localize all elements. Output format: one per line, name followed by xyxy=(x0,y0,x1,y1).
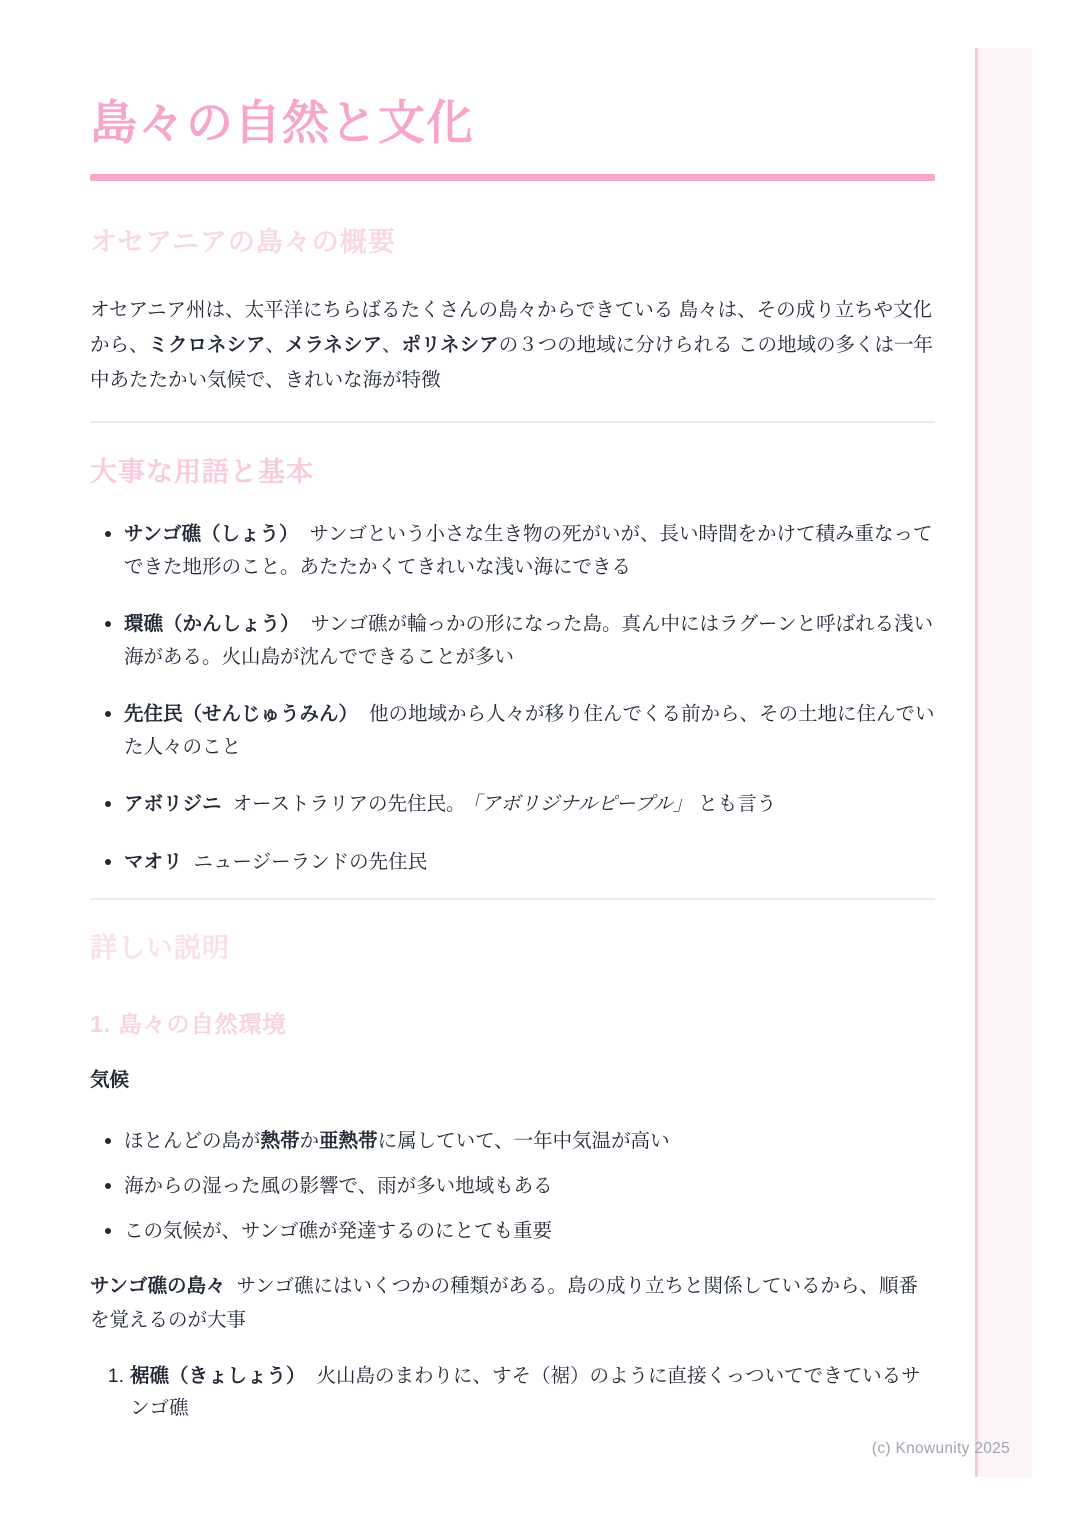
text-run: オセアニア州は、太平洋にちらばるたくさんの島々からできている 島々は、その成り立ちや文化から、 xyxy=(90,299,933,356)
bullet-dot xyxy=(105,1183,111,1189)
climate-item-text: 海からの湿った風の影響で、雨が多い地域もある xyxy=(124,1175,553,1197)
term-label: 裾礁（きょしょう） xyxy=(130,1365,306,1387)
term-item-text xyxy=(124,788,935,821)
climate-item xyxy=(90,1215,935,1247)
climate-item-text: この気候が、サンゴ礁が発達するのにとても重要 xyxy=(124,1220,553,1242)
coral-islands-paragraph xyxy=(90,1269,935,1337)
term-description-tail: とも言う xyxy=(698,793,777,815)
coral-islands-label: サンゴ礁の島々 xyxy=(90,1275,226,1297)
term-item-text xyxy=(124,846,935,879)
text-run: に属していて、一年中気温が高い xyxy=(377,1130,670,1152)
text-run: 、 xyxy=(381,334,402,356)
term-item-coral-reef xyxy=(90,518,935,583)
term-description: サンゴ礁が輪っかの形になった島。真ん中にはラグーンと呼ばれる浅い海がある。火山島が沈んでできることが多い xyxy=(124,613,934,668)
bold-run-polynesia: ポリネシア xyxy=(401,334,499,356)
term-item-text xyxy=(124,608,935,673)
term-item-maori xyxy=(90,846,935,879)
term-label: マオリ xyxy=(124,850,183,873)
overview-paragraph xyxy=(90,293,935,398)
right-margin-stripe xyxy=(975,48,1032,1477)
numbered-item-text xyxy=(130,1360,935,1424)
term-item-text xyxy=(124,698,935,763)
term-label: サンゴ礁（しょう） xyxy=(124,523,299,545)
text-run: か xyxy=(299,1130,320,1152)
list-number: 1. xyxy=(107,1365,124,1387)
bullet-dot xyxy=(105,1138,111,1144)
section-divider xyxy=(90,421,935,423)
term-description: オーストラリアの先住民。 xyxy=(232,793,466,815)
details-heading: 詳しい説明 xyxy=(90,933,230,963)
terms-heading: 大事な用語と基本 xyxy=(90,457,314,487)
copyright-footer: (c) Knowunity 2025 xyxy=(871,1440,1010,1457)
climate-label: 気候 xyxy=(90,1069,130,1091)
bullet-dot xyxy=(105,1228,111,1234)
term-description: サンゴという小さな生き物の死がいが、長い時間をかけて積み重なってできた地形のこと。あたたかくてきれいな浅い海にできる xyxy=(124,523,933,578)
term-label: 環礁（かんしょう） xyxy=(124,613,300,635)
climate-item xyxy=(90,1170,935,1202)
climate-list xyxy=(90,1125,935,1247)
climate-item-text xyxy=(124,1125,935,1157)
overview-heading: オセアニアの島々の概要 xyxy=(90,227,396,257)
text-run: の３つの地域に分けられる この地域の多くは一年中あたたかい気候で、きれいな海が特徴 xyxy=(90,334,934,391)
bullet-dot xyxy=(105,859,111,865)
section-divider xyxy=(90,898,935,900)
bold-run-melanesia: メラネシア xyxy=(285,334,382,356)
page-title: 島々の自然と文化 xyxy=(90,96,474,149)
bold-run-subtropical: 亜熱帯 xyxy=(319,1130,378,1152)
terms-list xyxy=(90,518,935,878)
term-item-indigenous xyxy=(90,698,935,763)
title-underline xyxy=(90,174,935,181)
bullet-dot xyxy=(105,621,111,627)
bullet-dot xyxy=(105,711,111,717)
term-description: 他の地域から人々が移り住んでくる前から、その土地に住んでいた人々のこと xyxy=(124,703,935,758)
term-label: 先住民（せんじゅうみん） xyxy=(124,703,359,725)
section-terms xyxy=(90,457,935,878)
text-run: サンゴ礁にはいくつかの種類がある。島の成り立ちと関係しているから、順番を覚えるのが大事 xyxy=(90,1275,919,1331)
bold-run-tropical: 熱帯 xyxy=(260,1130,300,1152)
bullet-dot xyxy=(105,801,111,807)
term-description: ニュージーランドの先住民 xyxy=(193,850,428,873)
text-run: 、 xyxy=(265,334,286,356)
text-run: ほとんどの島が xyxy=(124,1130,261,1152)
term-label: アボリジニ xyxy=(124,793,222,815)
term-quote: 「アボリジナルピープル」 xyxy=(471,793,693,815)
climate-item xyxy=(90,1125,935,1157)
term-item-aborigine xyxy=(90,788,935,821)
section-overview xyxy=(90,227,935,398)
document-content xyxy=(90,0,935,1424)
term-item-atoll xyxy=(90,608,935,673)
term-item-text xyxy=(124,518,935,583)
section-details xyxy=(90,933,935,1424)
bullet-dot xyxy=(105,531,111,537)
details-subheading-nature: 1. 島々の自然環境 xyxy=(90,1011,287,1037)
term-description: 火山島のまわりに、すそ（裾）のように直接くっついてできているサンゴ礁 xyxy=(130,1365,921,1419)
numbered-item-fringing-reef xyxy=(90,1360,935,1424)
bold-run-micronesia: ミクロネシア xyxy=(148,334,266,356)
